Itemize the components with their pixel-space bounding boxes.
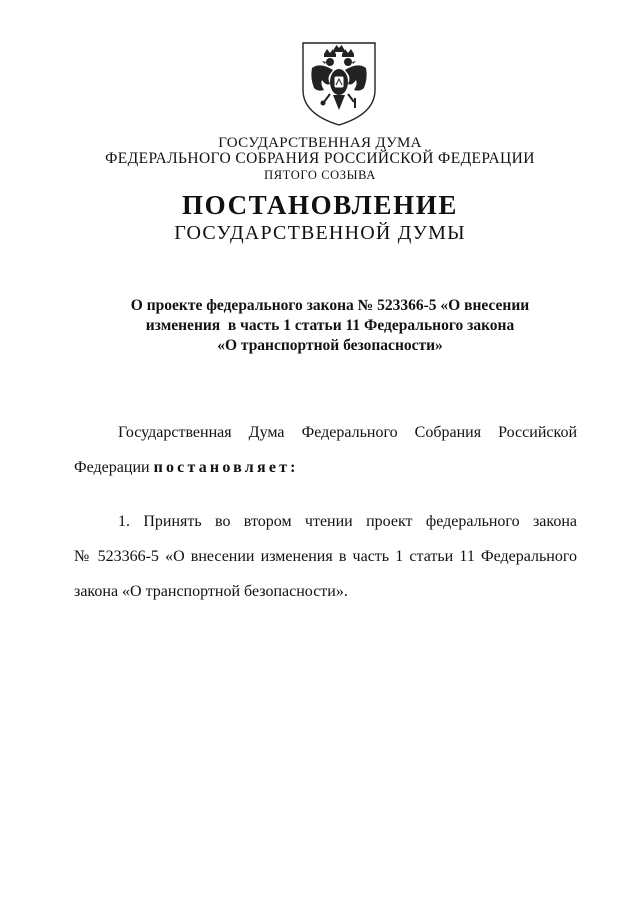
document-title: ПОСТАНОВЛЕНИЕ: [182, 190, 458, 220]
document-subject: [80, 296, 580, 356]
clause-1-line-3: закона «О транспортной безопасности».: [74, 583, 348, 600]
subject-line-1: О проекте федерального закона № 523366-5 «О внесении: [130, 297, 530, 314]
preamble-federation: Федерации: [74, 459, 154, 476]
subject-line-2: изменения в часть 1 статьи 11 Федерального закона: [145, 317, 515, 334]
preamble-line-1: Государственная Дума Федерального Собрания Российской: [118, 424, 577, 441]
issuer-header: [0, 135, 640, 183]
header-line-federal-assembly: ФЕДЕРАЛЬНОГО СОБРАНИЯ РОССИЙСКОЙ ФЕДЕРАЦИИ: [105, 150, 535, 167]
russian-coat-of-arms-icon: [300, 40, 378, 128]
subject-line-3: «О транспортной безопасности»: [217, 337, 443, 354]
document-subtitle: ГОСУДАРСТВЕННОЙ ДУМЫ: [174, 222, 466, 244]
header-line-convocation: ПЯТОГО СОЗЫВА: [264, 168, 376, 182]
coat-of-arms-emblem: [300, 40, 378, 128]
clause-1-line-1: 1. Принять во втором чтении проект федерального закона: [118, 513, 577, 530]
header-line-duma: ГОСУДАРСТВЕННАЯ ДУМА: [218, 135, 422, 151]
preamble-line-2: [74, 451, 577, 484]
clause-1-line-2: № 523366-5 «О внесении изменения в часть 1 статьи 11 Федерального: [74, 548, 577, 565]
resolves-keyword: постановляет:: [153, 459, 299, 476]
